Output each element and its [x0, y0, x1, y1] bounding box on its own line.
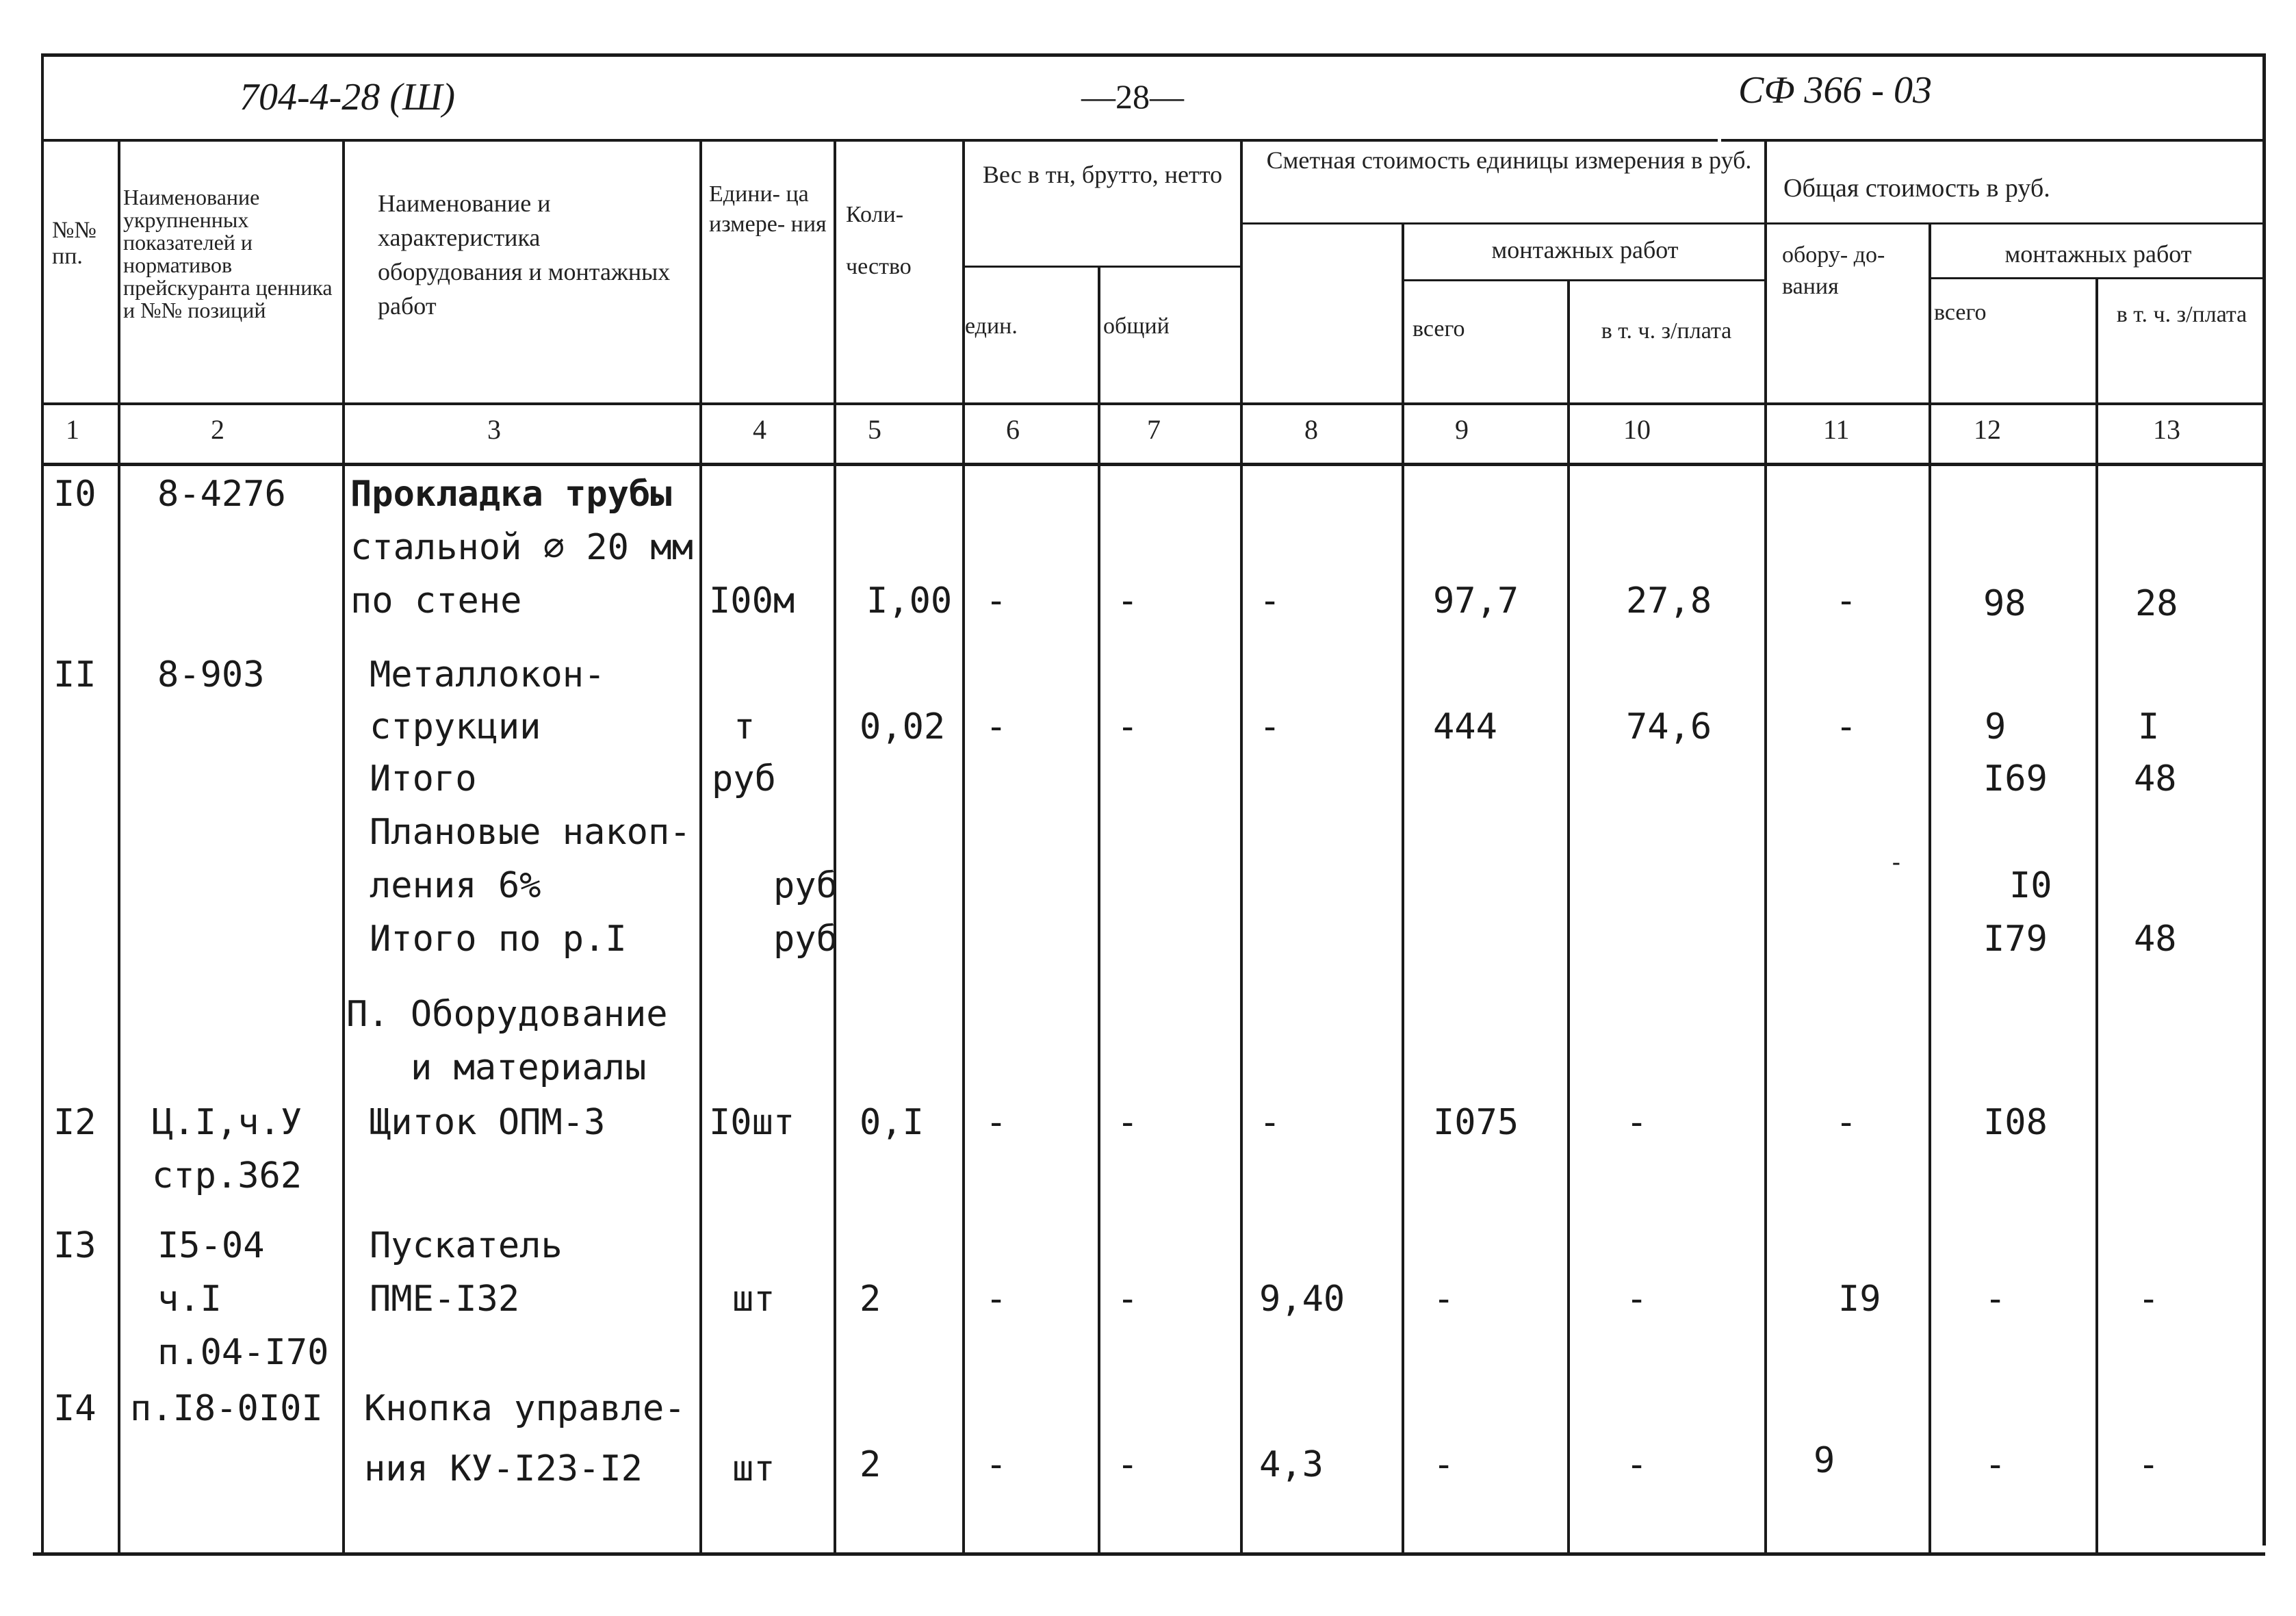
col-header-3: Наименование и характеристика оборудования и монтажных работ — [378, 190, 671, 320]
cell-c12: - — [1985, 1279, 2007, 1320]
cell-c9: I075 — [1433, 1102, 1519, 1143]
col-header-2: Наименование укрупненных показателей и нормативов прейскуранта ценника и №№ позиций — [123, 185, 333, 322]
col-header-11: обору- до- вания — [1782, 242, 1885, 299]
qty-cell: 2 — [860, 1444, 881, 1485]
row-number: I0 — [53, 474, 96, 515]
cell-c9: - — [1433, 1444, 1455, 1485]
colnum-bottom-line — [41, 463, 2265, 466]
cell-c10: 74,6 — [1626, 706, 1712, 747]
sub-line-mount — [1404, 279, 1767, 281]
col-number: 12 — [1974, 414, 2001, 445]
cell-c11: - — [1835, 706, 1857, 747]
vline-12 — [2095, 277, 2098, 1554]
unit-cell: шт — [732, 1448, 775, 1489]
cell-c8: - — [1259, 580, 1281, 621]
unit-cell: шт — [732, 1279, 775, 1320]
cell-c12: 98 — [1983, 583, 2026, 624]
cell-c11: I9 — [1838, 1279, 1881, 1320]
qty-cell: 2 — [860, 1279, 881, 1320]
vline-1 — [118, 140, 120, 1554]
doc-code: 704-4-28 (Ш) — [240, 76, 455, 118]
unit-cell: I00м — [709, 580, 795, 621]
col-number: 3 — [487, 414, 501, 445]
header-line — [41, 139, 1718, 142]
cell-c11: 9 — [1814, 1440, 1835, 1481]
subtotal-label: Итого по р.I — [370, 919, 627, 960]
vline-9 — [1567, 279, 1570, 1554]
vline-11 — [1929, 222, 1931, 1554]
cell-c8: - — [1259, 1102, 1281, 1143]
item-name-line: по стене — [350, 580, 522, 621]
vline-8 — [1402, 222, 1404, 1554]
cell-c11: - — [1835, 1102, 1857, 1143]
item-code: Ц.I,ч.У — [152, 1102, 302, 1143]
cell-c13: I — [2138, 706, 2160, 747]
cell-c12: I69 — [1983, 758, 2048, 799]
cell-c12: I79 — [1983, 919, 2048, 960]
sub-line-unitcost — [1243, 222, 2265, 225]
col-header-7: общий — [1103, 313, 1170, 339]
cell-c13: - — [2138, 1444, 2160, 1485]
col-number: 10 — [1623, 414, 1651, 445]
vline-2 — [342, 140, 345, 1554]
col-header-total-mount: монтажных работ — [2004, 240, 2192, 268]
qty-cell: 0,I — [860, 1102, 924, 1143]
unit-cell: руб — [773, 919, 838, 960]
row-number: I2 — [53, 1102, 96, 1143]
item-name-line: Плановые накоп- — [370, 812, 691, 853]
item-name-line: Кнопка управле- — [364, 1388, 686, 1429]
vline-5 — [962, 140, 965, 1554]
col-header-total: Общая стоимость в руб. — [1783, 174, 2050, 203]
cell-c10: - — [1626, 1279, 1648, 1320]
cell-c7: - — [1117, 580, 1139, 621]
header-line-right — [1721, 139, 2265, 142]
item-name-line: Металлокон- — [370, 654, 606, 695]
item-code: 8-4276 — [157, 474, 286, 515]
item-code: п.04-I70 — [157, 1332, 329, 1373]
col-header-6: един. — [965, 313, 1018, 339]
col-number: 9 — [1455, 414, 1469, 445]
cell-c12: - — [1985, 1444, 2007, 1485]
unit-cell: руб — [712, 758, 776, 799]
cell-c7: - — [1117, 706, 1139, 747]
item-code: стр.362 — [152, 1155, 302, 1196]
item-name-line: ления 6% — [370, 865, 541, 906]
cell-c9: 97,7 — [1433, 580, 1519, 621]
col-number: 7 — [1147, 414, 1161, 445]
col-header-5: Коли- чество — [846, 202, 912, 279]
sheet-code: СФ 366 - 03 — [1738, 69, 1933, 112]
col-number: 13 — [2153, 414, 2180, 445]
item-code: п.I8-0I0I — [130, 1388, 323, 1429]
item-code: 8-903 — [157, 654, 265, 695]
unit-cell: т — [734, 706, 756, 747]
item-name-line: Пускатель — [370, 1225, 563, 1266]
cell-c7: - — [1117, 1279, 1139, 1320]
cell-c6: - — [985, 1444, 1007, 1485]
border-left — [41, 53, 44, 1556]
cell-c8: 4,3 — [1259, 1444, 1324, 1485]
cell-c13: 48 — [2134, 919, 2177, 960]
col-header-10: в т. ч. з/плата — [1601, 318, 1732, 344]
col-number: 8 — [1304, 414, 1318, 445]
cell-c13: - — [2138, 1279, 2160, 1320]
cell-c7: - — [1117, 1444, 1139, 1485]
col-number: 2 — [211, 414, 224, 445]
cell-c11: - — [1889, 849, 1904, 877]
header-bottom-line — [41, 402, 2265, 405]
cell-c6: - — [985, 706, 1007, 747]
cell-c12: I0 — [2009, 865, 2052, 906]
cell-c10: - — [1626, 1444, 1648, 1485]
vline-4 — [834, 140, 836, 1554]
col-header-unitcost: Сметная стоимость единицы измерения в руб. — [1266, 146, 1752, 174]
cell-c7: - — [1117, 1102, 1139, 1143]
qty-cell: I,00 — [866, 580, 953, 621]
col-number: 4 — [753, 414, 766, 445]
cell-c13: 28 — [2135, 583, 2178, 624]
vline-7 — [1240, 140, 1243, 1554]
col-header-9: всего — [1413, 316, 1465, 342]
subtotal-label: Итого — [370, 758, 477, 799]
cell-c8: - — [1259, 706, 1281, 747]
cell-c9: 444 — [1433, 706, 1497, 747]
col-number: 1 — [66, 414, 79, 445]
section-heading: и материалы — [411, 1047, 647, 1088]
cell-c6: - — [985, 1102, 1007, 1143]
row-number: I4 — [53, 1388, 96, 1429]
cell-c12: 9 — [1985, 706, 2007, 747]
unit-cell: I0шт — [709, 1102, 795, 1143]
cell-c13: 48 — [2134, 758, 2177, 799]
col-header-weight: Вес в тн, брутто, нетто — [983, 161, 1222, 188]
cell-c10: 27,8 — [1626, 580, 1712, 621]
row-number: I3 — [53, 1225, 96, 1266]
col-number: 11 — [1823, 414, 1850, 445]
cell-c12: I08 — [1983, 1102, 2048, 1143]
qty-cell: 0,02 — [860, 706, 946, 747]
col-header-13: в т. ч. з/плата — [2116, 302, 2247, 327]
item-code: I5-04 — [157, 1225, 265, 1266]
vline-6 — [1098, 266, 1100, 1554]
col-header-unit-mount: монтажных работ — [1491, 236, 1679, 264]
item-name-line: ния КУ-I23-I2 — [364, 1448, 643, 1489]
page-number: —28— — [1081, 77, 1184, 116]
cell-c6: - — [985, 1279, 1007, 1320]
vline-10 — [1764, 140, 1767, 1554]
col-number: 6 — [1006, 414, 1020, 445]
section-heading: П. Оборудование — [346, 994, 668, 1035]
border-top — [41, 53, 2265, 57]
item-name-line: струкции — [370, 706, 541, 747]
item-name-line: Прокладка трубы — [350, 474, 672, 515]
cell-c8: 9,40 — [1259, 1279, 1345, 1320]
cell-c11: - — [1835, 580, 1857, 621]
unit-cell: руб — [773, 865, 838, 906]
col-header-12: всего — [1934, 300, 1987, 325]
sub-line-mount-total — [1931, 277, 2265, 279]
sub-line-weight — [965, 266, 1240, 268]
item-name-line: Щиток ОПМ-3 — [370, 1102, 606, 1143]
cell-c10: - — [1626, 1102, 1648, 1143]
cell-c6: - — [985, 580, 1007, 621]
cell-c9: - — [1433, 1279, 1455, 1320]
col-header-4: Едини- ца измере- ния — [709, 181, 827, 237]
vline-3 — [699, 140, 702, 1554]
row-number: II — [53, 654, 96, 695]
item-name-line: ПМЕ-I32 — [370, 1279, 520, 1320]
col-header-1: №№ пп. — [52, 218, 96, 269]
col-number: 5 — [868, 414, 881, 445]
item-code: ч.I — [157, 1279, 222, 1320]
item-name-line: стальной ∅ 20 мм — [350, 527, 693, 568]
